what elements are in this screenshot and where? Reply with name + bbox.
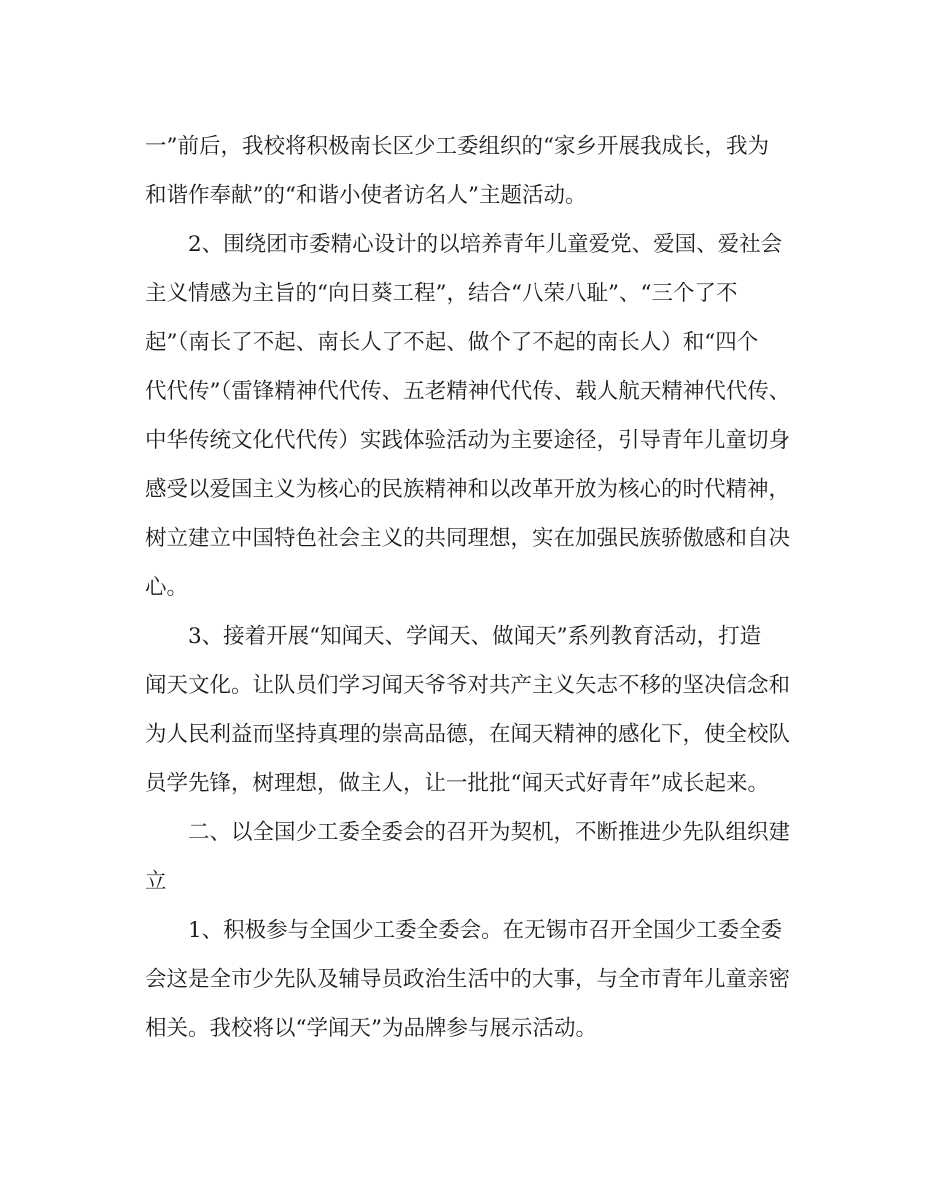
text-line: 代代传”（雷锋精神代代传、五老精神代代传、载人航天精神代代传、 (145, 379, 791, 404)
text-line: 起”（南长了不起、南长人了不起、做个了不起的南长人）和“四个 (145, 330, 759, 355)
text-line: 一”前后，我校将积极南长区少工委组织的“家乡开展我成长，我为 (145, 134, 769, 159)
section-heading-line: 立 (145, 869, 167, 894)
text-line: 中华传统文化代代传）实践体验活动为主要途径，引导青年儿童切身 (145, 428, 791, 453)
paragraph-start-line: 2、围绕团市委精心设计的以培养青年儿童爱党、爱国、爱社会 (188, 232, 783, 257)
text-line: 主义情感为主旨的“向日葵工程”，结合“八荣八耻”、“三个了不 (145, 281, 738, 306)
text-line: 和谐作奉献”的“和谐小使者访名人”主题活动。 (145, 183, 587, 208)
text-line: 闻天文化。让队员们学习闻天爷爷对共产主义矢志不移的坚决信念和 (145, 673, 791, 698)
text-line: 会这是全市少先队及辅导员政治生活中的大事，与全市青年儿童亲密 (145, 967, 791, 992)
text-line: 相关。我校将以“学闻天”为品牌参与展示活动。 (145, 1016, 597, 1041)
text-line: 心。 (145, 575, 189, 600)
text-line: 为人民利益而坚持真理的崇高品德，在闻天精神的感化下，使全校队 (145, 722, 791, 747)
text-line: 员学先锋，树理想，做主人，让一批批“闻天式好青年”成长起来。 (145, 771, 769, 796)
paragraph-start-line: 3、接着开展“知闻天、学闻天、做闻天”系列教育活动，打造 (188, 624, 762, 649)
text-line: 树立建立中国特色社会主义的共同理想，实在加强民族骄傲感和自决 (145, 526, 791, 551)
text-line: 感受以爱国主义为核心的民族精神和以改革开放为核心的时代精神， (145, 477, 791, 502)
section-heading-line: 二、以全国少工委全委会的召开为契机，不断推进少先队组织建 (188, 820, 791, 845)
paragraph-start-line: 1、积极参与全国少工委全委会。在无锡市召开全国少工委全委 (188, 918, 783, 943)
